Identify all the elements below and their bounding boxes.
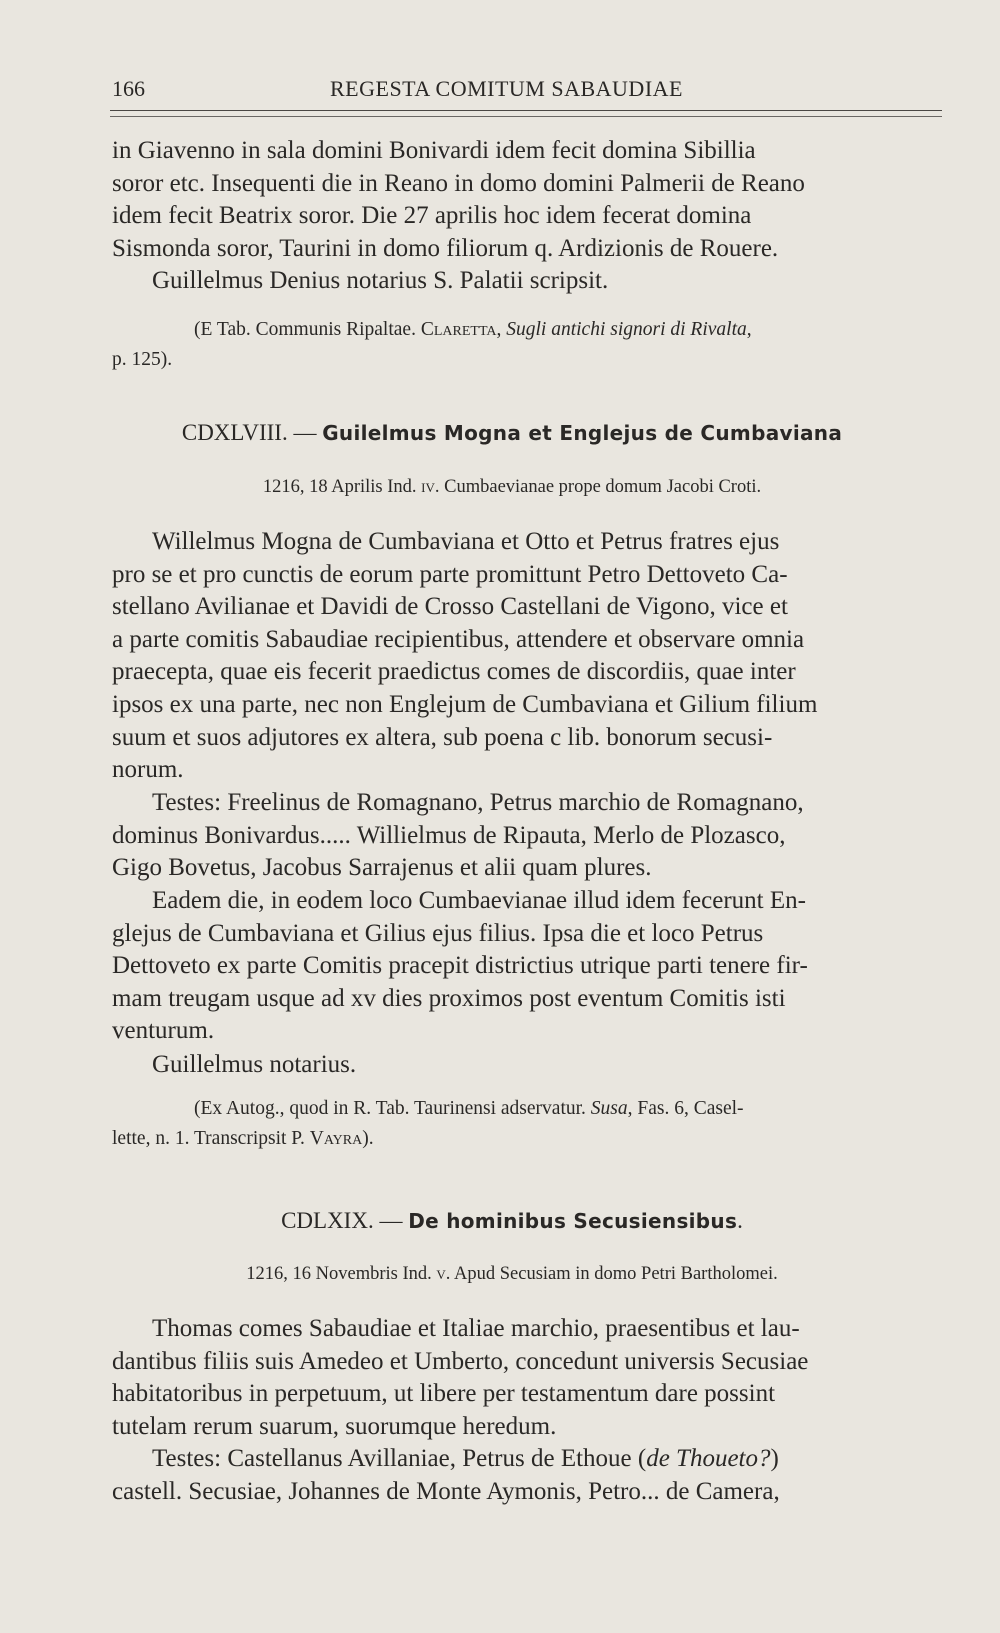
- date-place: . Cumbaevianae prope domum Jacobi Croti.: [434, 477, 762, 497]
- text-line: a parte comitis Sabaudiae recipientibus, attendere et observare omnia: [112, 625, 805, 653]
- text-line: habitatoribus in perpetuum, ut libere per testamentum dare possint: [112, 1380, 776, 1408]
- source-transcriber: Vayra: [309, 1128, 363, 1149]
- page-header: [112, 72, 942, 112]
- entry-number: CDXLVIII. —: [181, 420, 323, 445]
- source-line: [112, 1124, 950, 1154]
- source-text: (E Tab. Communis Ripaltae.: [194, 319, 421, 340]
- text-line: pro se et pro cunctis de eorum parte promittunt Petro Dettoveto Ca-: [112, 560, 788, 588]
- header-rule-thin: [110, 116, 942, 117]
- date-text: 1216, 16 Novembris Ind.: [246, 1264, 437, 1284]
- page-number: 166: [112, 76, 145, 101]
- source-author: Claretta: [420, 319, 497, 340]
- entry-date-line: [112, 1260, 912, 1288]
- intro-line: Guillelmus Denius notarius S. Palatii scripsit.: [152, 267, 609, 295]
- text-line: Testes: Freelinus de Romagnano, Petrus marchio de Romagnano,: [152, 789, 804, 816]
- text-line: glejus de Cumbaviana et Gilius ejus filius. Ipsa die et loco Petrus: [112, 919, 764, 947]
- entry2-paragraph-1: [112, 1313, 950, 1443]
- intro-line: soror etc. Insequenti die in Reano in domo domini Palmerii de Reano: [112, 169, 805, 197]
- intro-paragraph: [112, 135, 950, 298]
- source-text: ,: [496, 319, 507, 340]
- entry-heading-cdlxix: [112, 1206, 912, 1236]
- text-line: Guillelmus notarius.: [152, 1051, 357, 1078]
- source-text: , Fas. 6, Casel-: [627, 1098, 744, 1119]
- source-text: ,: [746, 319, 752, 340]
- entry1-paragraph-3: [112, 885, 950, 1048]
- text-line: venturum.: [112, 1017, 215, 1045]
- entry1-witnesses: [112, 787, 950, 885]
- entry1-notary: [112, 1049, 950, 1082]
- text-line: dominus Bonivardus..... Willielmus de Ripauta, Merlo de Plozasco,: [112, 821, 786, 849]
- text-line: tutelam rerum suarum, suorumque heredum.: [112, 1412, 557, 1440]
- text-variant: de Thoueto?: [646, 1445, 771, 1472]
- text-line: Gigo Bovetus, Jacobus Sarrajenus et alii quam plures.: [112, 854, 652, 882]
- entry1-source-note: [112, 1094, 950, 1154]
- source-text: ).: [362, 1128, 374, 1149]
- text-line: suum et suos adjutores ex altera, sub poena c lib. bonorum secusi-: [112, 723, 773, 751]
- text-line: Thomas comes Sabaudiae et Italiae marchio, praesentibus et lau-: [152, 1315, 800, 1342]
- date-place: . Apud Secusiam in domo Petri Bartholomei.: [445, 1264, 778, 1284]
- indiction: iv: [421, 477, 435, 497]
- text-line: ipsos ex una parte, nec non Englejum de Cumbaviana et Gilium filium: [112, 690, 818, 718]
- text-line: stellano Avilianae et Davidi de Crosso Castellani de Vigono, vice et: [112, 593, 788, 621]
- entry1-paragraph-1: [112, 526, 950, 787]
- intro-source-note: [112, 315, 950, 375]
- text-line: castell. Secusiae, Johannes de Monte Aymonis, Petro... de Camera,: [112, 1477, 780, 1505]
- text-line: Willelmus Mogna de Cumbaviana et Otto et Petrus fratres ejus: [152, 528, 780, 555]
- date-text: 1216, 18 Aprilis Ind.: [262, 477, 422, 497]
- entry-title-end: .: [737, 1208, 743, 1233]
- entry-heading-cdxlviii: [112, 418, 912, 448]
- source-line: [112, 1094, 950, 1124]
- entry-title: De hominibus Secusiensibus: [408, 1209, 738, 1233]
- text-line: [112, 1443, 950, 1476]
- entry2-witnesses: [112, 1443, 950, 1508]
- text-line: mam treugam usque ad xv dies proximos post eventum Comitis isti: [112, 984, 786, 1012]
- source-title: Sugli antichi signori di Rivalta: [506, 319, 747, 340]
- header-rule: [110, 110, 942, 111]
- text-line: dantibus filiis suis Amedeo et Umberto, concedunt universis Secusiae: [112, 1347, 809, 1375]
- text-line: praecepta, quae eis fecerit praedictus comes de discordiis, quae inter: [112, 658, 796, 686]
- text-line: Eadem die, in eodem loco Cumbaevianae illud idem fecerunt En-: [152, 887, 806, 914]
- intro-source-line: p. 125).: [112, 349, 173, 370]
- text-segment: ): [770, 1445, 779, 1472]
- intro-line: Sismonda soror, Taurini in domo filiorum q. Ardizionis de Rouere.: [112, 234, 779, 262]
- intro-line: idem fecit Beatrix soror. Die 27 aprilis hoc idem fecerat domina: [112, 202, 752, 230]
- entry-title: Guilelmus Mogna et Englejus de Cumbaviana: [322, 421, 843, 445]
- text-line: Dettoveto ex parte Comitis pracepit districtius utrique parti tenere fir-: [112, 952, 808, 980]
- intro-source-line: [112, 315, 950, 345]
- text-segment: Testes: Castellanus Avillaniae, Petrus de Ethoue (: [152, 1445, 647, 1472]
- entry-number: CDLXIX. —: [281, 1208, 409, 1233]
- source-text: lette, n. 1. Transcripsit P.: [112, 1128, 310, 1149]
- entry-date-line: [112, 473, 912, 501]
- intro-line: in Giavenno in sala domini Bonivardi idem fecit domina Sibillia: [112, 137, 756, 164]
- source-text: (Ex Autog., quod in R. Tab. Taurinensi adservatur.: [194, 1098, 591, 1119]
- source-series: Susa: [590, 1098, 628, 1119]
- text-line: norum.: [112, 756, 184, 784]
- indiction: v: [436, 1264, 446, 1284]
- running-title: REGESTA COMITUM SABAUDIAE: [330, 76, 683, 101]
